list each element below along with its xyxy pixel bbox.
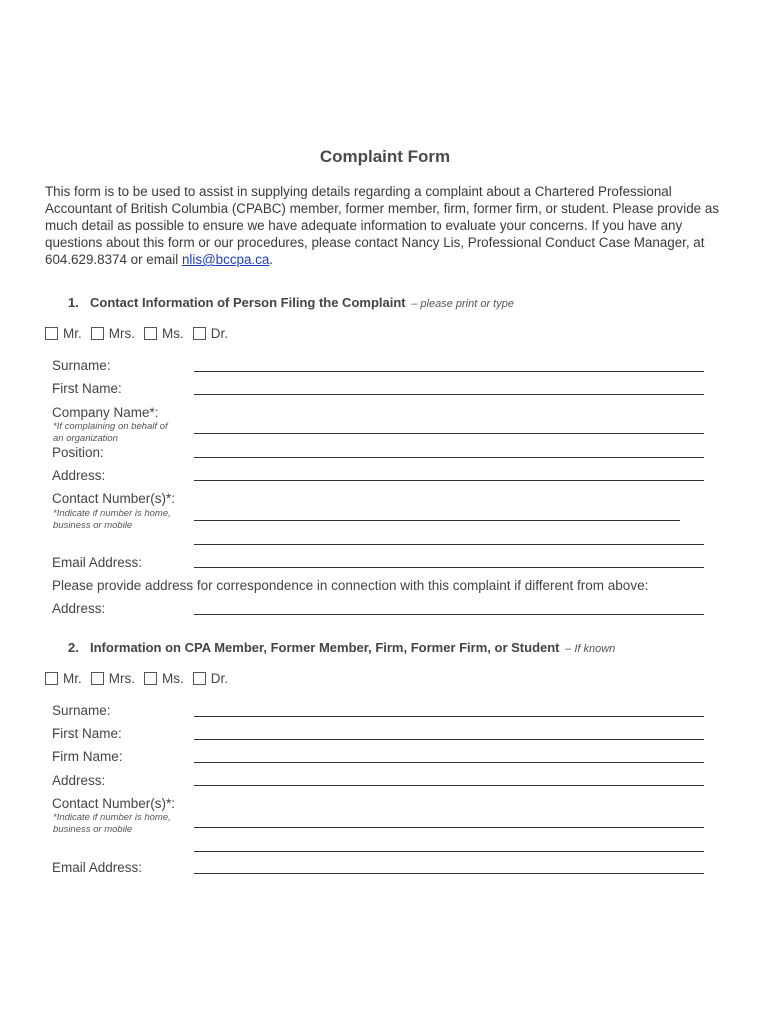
member-surname-label: Surname:: [52, 703, 111, 718]
title-label-ms: Ms.: [162, 326, 184, 341]
page-title: Complaint Form: [319, 147, 451, 166]
title-option-mrs-2: [91, 671, 135, 686]
section-1-number: 1.: [68, 295, 79, 310]
email-address-field[interactable]: [194, 567, 704, 568]
position-field[interactable]: [194, 457, 704, 458]
correspondence-address-field[interactable]: [194, 614, 704, 615]
intro-paragraph: [45, 183, 725, 268]
email-link[interactable]: nlis@bccpa.ca: [181, 252, 270, 267]
contact-number-field-1[interactable]: [194, 520, 680, 521]
first-name-label: First Name:: [52, 381, 122, 396]
company-name-label: Company Name*:: [52, 405, 159, 420]
surname-field[interactable]: [194, 371, 704, 372]
section-1-note: – please print or type: [411, 298, 514, 310]
correspondence-address-label: Address:: [52, 601, 106, 616]
company-hint: [53, 421, 168, 445]
correspondence-note: Please provide address for correspondence in connection with this complaint if different from above:: [52, 578, 649, 593]
contact-number-field-2[interactable]: [194, 544, 704, 545]
title-label-dr-2: Dr.: [210, 671, 229, 686]
member-contact-hint-line-2: business or mobile: [53, 824, 133, 835]
title-option-dr: [193, 326, 228, 341]
member-first-name-label: First Name:: [52, 726, 122, 741]
section-1-heading: [68, 295, 514, 310]
title-option-dr-2: [193, 671, 228, 686]
checkbox-mrs[interactable]: [91, 327, 104, 340]
address-field[interactable]: [194, 480, 704, 481]
company-hint-line-1: *If complaining on behalf of: [53, 421, 168, 432]
section-2-number: 2.: [68, 640, 79, 655]
member-contact-hint: [53, 812, 171, 836]
checkbox-dr-2[interactable]: [193, 672, 206, 685]
intro-end: .: [269, 252, 273, 267]
member-email-address-field[interactable]: [194, 873, 704, 874]
checkbox-mr[interactable]: [45, 327, 58, 340]
section-2-note: – If known: [565, 643, 616, 655]
firm-name-field[interactable]: [194, 762, 704, 763]
address-label: Address:: [52, 468, 106, 483]
surname-label: Surname:: [52, 358, 111, 373]
checkbox-dr[interactable]: [193, 327, 206, 340]
contact-hint: [53, 508, 171, 532]
title-label-ms-2: Ms.: [162, 671, 184, 686]
title-label-mrs-2: Mrs.: [108, 671, 135, 686]
contact-hint-line-2: business or mobile: [53, 520, 133, 531]
company-hint-line-2: an organization: [53, 433, 118, 444]
member-email-address-label: Email Address:: [52, 860, 143, 875]
member-contact-numbers-label: Contact Number(s)*:: [52, 796, 176, 811]
checkbox-mrs-2[interactable]: [91, 672, 104, 685]
email-address-label: Email Address:: [52, 555, 143, 570]
title-label-mr-2: Mr.: [63, 671, 82, 686]
title-option-mr-2: [45, 671, 82, 686]
section-1-title-options: [45, 326, 237, 341]
title-option-mrs: [91, 326, 135, 341]
title-option-ms: [144, 326, 184, 341]
contact-hint-line-1: *Indicate if number is home,: [53, 508, 171, 519]
company-name-field[interactable]: [194, 433, 704, 434]
title-option-ms-2: [144, 671, 184, 686]
checkbox-mr-2[interactable]: [45, 672, 58, 685]
member-surname-field[interactable]: [194, 716, 704, 717]
member-address-label: Address:: [52, 773, 106, 788]
section-2-title: Information on CPA Member, Former Member, Firm, Former Firm, or Student: [90, 640, 560, 655]
checkbox-ms-2[interactable]: [144, 672, 157, 685]
member-address-field[interactable]: [194, 785, 704, 786]
section-2-title-options: [45, 671, 237, 686]
firm-name-label: Firm Name:: [52, 749, 123, 764]
member-contact-hint-line-1: *Indicate if number is home,: [53, 812, 171, 823]
first-name-field[interactable]: [194, 394, 704, 395]
member-contact-number-field-1[interactable]: [194, 827, 704, 828]
member-first-name-field[interactable]: [194, 739, 704, 740]
checkbox-ms[interactable]: [144, 327, 157, 340]
section-1-title: Contact Information of Person Filing the Complaint: [90, 295, 406, 310]
title-label-dr: Dr.: [210, 326, 229, 341]
intro-text: This form is to be used to assist in supplying details regarding a complaint about a Chartered Professional Accountant of British Columbia (CPABC) member, former member, firm, former firm, or student. Please provide as much detail as possible to ensure we have adequate information to evaluate your concerns. If you have any questions about this form or our procedures, please contact Nancy Lis, Professional Conduct Case Manager, at 604.629.8374 or email: [45, 184, 719, 267]
title-label-mr: Mr.: [63, 326, 82, 341]
title-label-mrs: Mrs.: [108, 326, 135, 341]
section-2-heading: [68, 640, 615, 655]
member-contact-number-field-2[interactable]: [194, 851, 704, 852]
contact-numbers-label: Contact Number(s)*:: [52, 491, 176, 506]
title-option-mr: [45, 326, 82, 341]
position-label: Position:: [52, 445, 104, 460]
